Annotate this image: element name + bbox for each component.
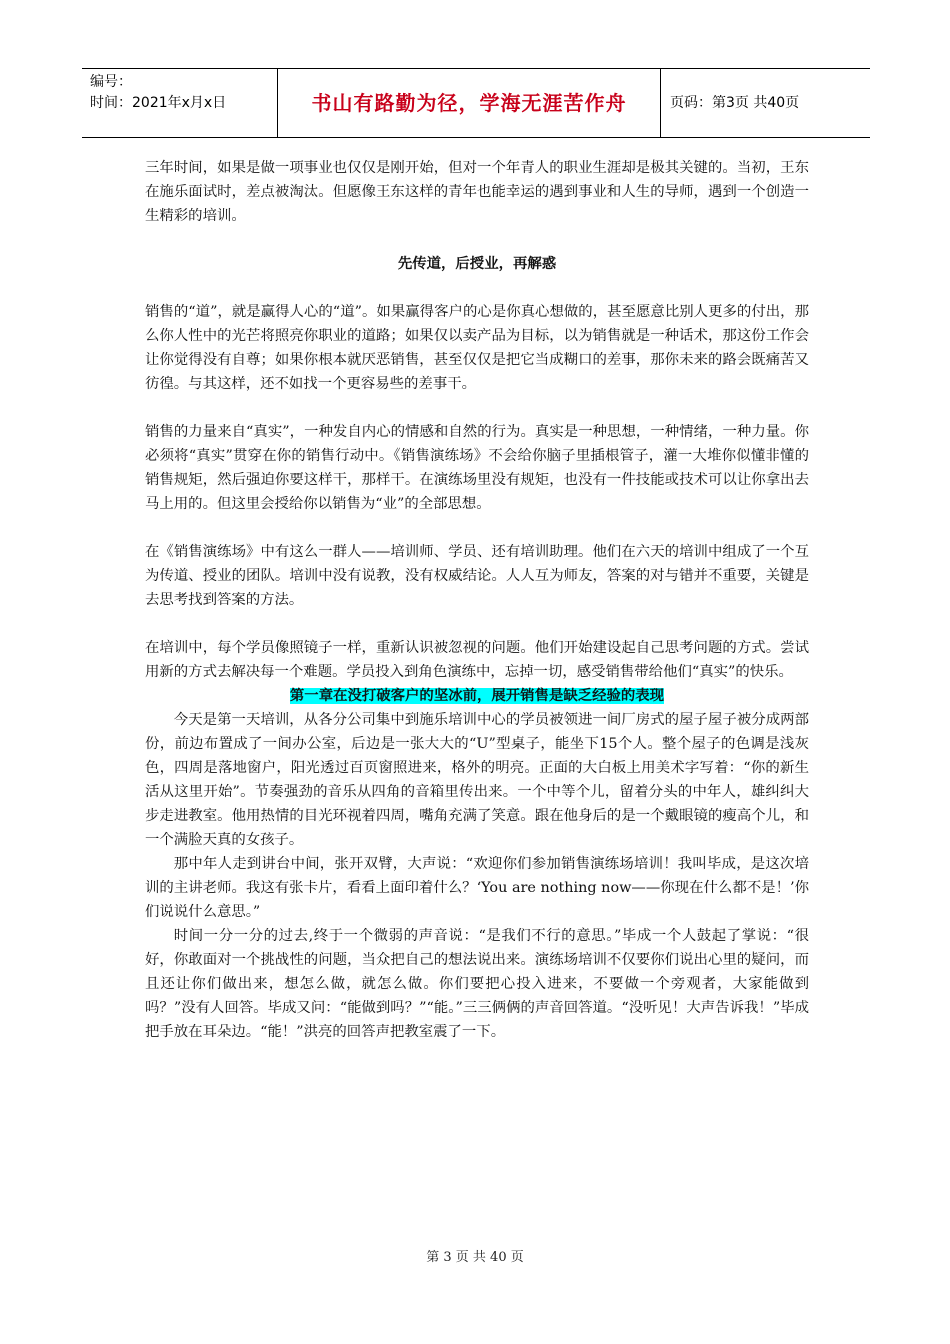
paragraph-first-day: 今天是第一天培训，从各分公司集中到施乐培训中心的学员被领进一间厂房式的屋子屋子被分成两部份，前边布置成了一间办公室，后边是一张大大的“U”型桌子，能坐下15个人。整个屋子的色调是浅灰色，四周是落地窗户，阳光透过百页窗照进来，格外的明亮。正面的大白板上用美术字写着：“你的新生活从这里开始”。节奏强劲的音乐从四角的音箱里传出来。一个中等个儿，留着分头的中年人，雄纠纠大步走进教室。他用热情的目光环视着四周，嘴角充满了笑意。跟在他身后的是一个戴眼镜的瘦高个儿，和一个满脸天真的女孩子。 [145, 712, 809, 848]
document-body [145, 156, 809, 1044]
page-footer: 第 3 页 共 40 页 [426, 1250, 524, 1265]
section-heading: 先传道，后授业，再解惑 [397, 256, 557, 272]
paragraph-welcome: 那中年人走到讲台中间，张开双臂，大声说：“欢迎你们参加销售演练场培训！我叫毕成，是这次培训的主讲老师。我这有张卡片，看看上面印着什么？‘You are nothing now——你现在什么都不是！’你们说说什么意思。” [145, 856, 809, 920]
page-header [82, 68, 870, 138]
paragraph-dao: 销售的“道”，就是赢得人心的“道”。如果赢得客户的心是你真心想做的，甚至愿意比别人更多的付出，那么你人性中的光芒将照亮你职业的道路；如果仅以卖产品为目标，以为销售就是一种话术，那这份工作会让你觉得没有自尊；如果你根本就厌恶销售，甚至仅仅是把它当成糊口的差事，那你未来的路会既痛苦又彷徨。与其这样，还不如找一个更容易些的差事干。 [145, 304, 809, 392]
header-meta [90, 72, 226, 114]
header-divider-right [660, 69, 661, 137]
header-motto: 书山有路勤为径，学海无涯苦作舟 [311, 91, 627, 115]
paragraph-response: 时间一分一分的过去,终于一个微弱的声音说：“是我们不行的意思。”毕成一个人鼓起了掌说：“很好，你敢面对一个挑战性的问题，当众把自己的想法说出来。演练场培训不仅要你们说出心里的疑问，而且还让你们做出来，想怎么做，就怎么做。你们要把心投入进来，不要做一个旁观者，大家能做到吗？”没有人回答。毕成又问：“能做到吗？”“能。”三三俩俩的声音回答道。“没听见！大声告诉我！”毕成把手放在耳朵边。“能！”洪亮的回答声把教室震了一下。 [145, 928, 809, 1040]
chapter-title: 第一章在没打破客户的坚冰前，展开销售是缺乏经验的表现 [289, 688, 665, 704]
header-divider-left [277, 69, 278, 137]
time-label: 时间：2021年x月x日 [90, 95, 227, 111]
paragraph-team: 在《销售演练场》中有这么一群人——培训师、学员、还有培训助理。他们在六天的培训中组成了一个互为传道、授业的团队。培训中没有说教，没有权威结论。人人互为师友，答案的对与错并不重要，关键是去思考找到答案的方法。 [145, 544, 809, 608]
chapter-title-line [145, 684, 809, 708]
paragraph-intro: 三年时间，如果是做一项事业也仅仅是刚开始，但对一个年青人的职业生涯却是极其关键的。当初，王东在施乐面试时，差点被淘汰。但愿像王东这样的青年也能幸运的遇到事业和人生的导师，遇到一个创造一生精彩的培训。 [145, 160, 809, 224]
paragraph-training: 在培训中，每个学员像照镜子一样，重新认识被忽视的问题。他们开始建设起自己思考问题的方式。尝试用新的方式去解决每一个难题。学员投入到角色演练中，忘掉一切，感受销售带给他们“真实”的快乐。 [145, 640, 809, 680]
header-page-info: 页码：第3页 共40页 [670, 95, 800, 111]
paragraph-power: 销售的力量来自“真实”，一种发自内心的情感和自然的行为。真实是一种思想，一种情绪，一种力量。你必须将“真实”贯穿在你的销售行动中。《销售演练场》不会给你脑子里插根管子，灌一大堆你似懂非懂的销售规矩，然后强迫你要这样干，那样干。在演练场里没有规矩，也没有一件技能或技术可以让你拿出去马上用的。但这里会授给你以销售为“业”的全部思想。 [145, 424, 809, 512]
number-label: 编号： [90, 74, 132, 90]
